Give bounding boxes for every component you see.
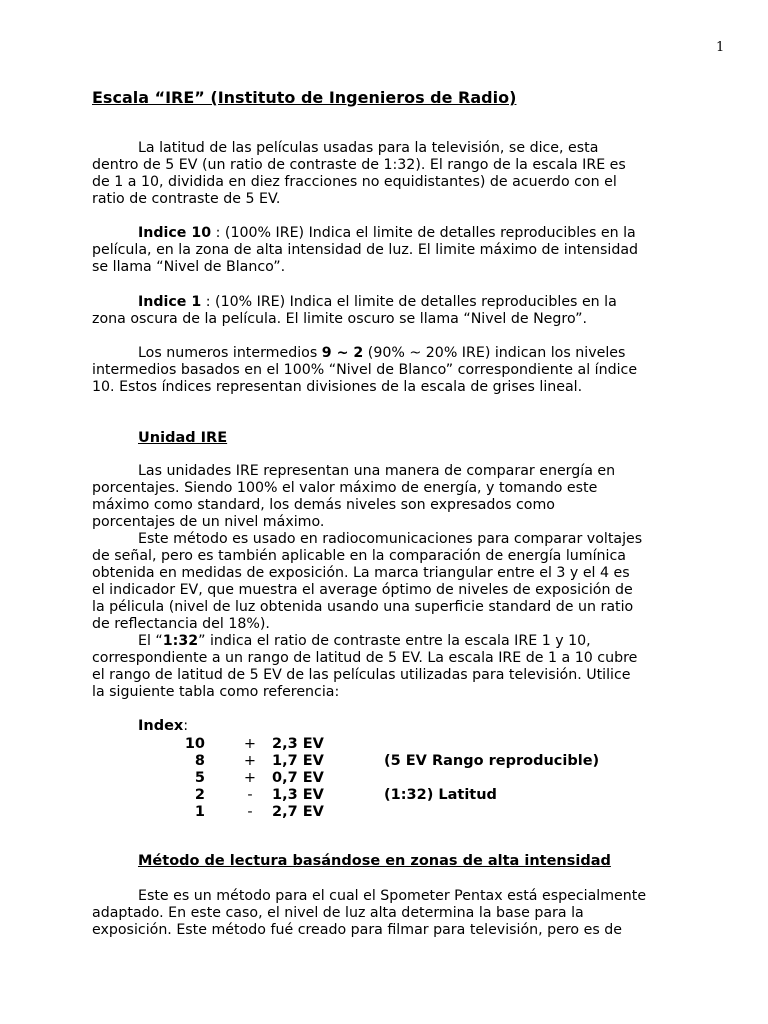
text-line: correspondiente a un rango de latitud de 5 EV. La escala IRE de 1 a 10 cubre <box>92 650 638 666</box>
text-line: El “1:32” indica el ratio de contraste entre la escala IRE 1 y 10, <box>138 633 591 649</box>
table-row <box>155 804 655 821</box>
text-line: obtenida en medidas de exposición. La marca triangular entre el 3 y el 4 es <box>92 565 630 581</box>
text-line: el rango de latitud de 5 EV de las películas utilizadas para televisión. Utilice <box>92 667 631 683</box>
table-row <box>155 787 655 804</box>
ev-value: 2,7 EV <box>272 804 324 820</box>
sign: + <box>243 736 257 752</box>
index-value: 8 <box>194 753 205 769</box>
text-line: de 1 a 10, dividida en diez fracciones no equidistantes) de acuerdo con el <box>92 174 617 190</box>
text-line: exposición. Este método fué creado para filmar para televisión, pero es de <box>92 922 622 938</box>
ev-value: 0,7 EV <box>272 770 324 786</box>
text-line: la siguiente tabla como referencia: <box>92 684 340 700</box>
index-value: 1 <box>194 804 205 820</box>
sign: - <box>247 787 253 803</box>
unidad-paragraph-2 <box>92 531 692 633</box>
text-line: ratio de contraste de 5 EV. <box>92 191 281 207</box>
text-line: de señal, pero es también aplicable en la comparación de energía lumínica <box>92 548 626 564</box>
table-row <box>155 753 655 770</box>
text-line: Este es un método para el cual el Spometer Pentax está especialmente <box>138 888 647 904</box>
indice-10-label: Indice 10 <box>138 225 212 241</box>
text-line: Indice 1 : (10% IRE) Indica el limite de detalles reproducibles en la <box>138 294 617 310</box>
index-table <box>155 736 655 821</box>
ev-value: 1,7 EV <box>272 753 324 769</box>
sign: - <box>247 804 253 820</box>
index-table-label: Index: <box>138 718 189 734</box>
text-line: de reflectancia del 18%). <box>92 616 270 632</box>
text-line: 10. Estos índices representan divisiones de la escala de grises lineal. <box>92 379 583 395</box>
ratio-bold: 1:32 <box>162 633 199 649</box>
text-line: Este método es usado en radiocomunicaciones para comparar voltajes <box>138 531 643 547</box>
text-line: porcentajes de un nivel máximo. <box>92 514 325 530</box>
text-line: la pélicula (nivel de luz obtenida usando una superficie standard de un ratio <box>92 599 634 615</box>
text-line: Las unidades IRE representan una manera de comparar energía en <box>138 463 616 479</box>
index-value: 2 <box>194 787 205 803</box>
index-value: 5 <box>194 770 205 786</box>
table-row <box>155 736 655 753</box>
indice-1-label: Indice 1 <box>138 294 202 310</box>
metodo-paragraph <box>92 888 692 939</box>
indice-1-paragraph <box>92 294 692 328</box>
row-note: (1:32) Latitud <box>384 787 497 803</box>
text-line: máximo como standard, los demás niveles son expresados como <box>92 497 555 513</box>
ev-value: 2,3 EV <box>272 736 324 752</box>
text-line: dentro de 5 EV (un ratio de contraste de 1:32). El rango de la escala IRE es <box>92 157 626 173</box>
text-line: zona oscura de la película. El limite oscuro se llama “Nivel de Negro”. <box>92 311 587 327</box>
unidad-ire-heading: Unidad IRE <box>138 430 228 446</box>
intermedios-paragraph <box>92 345 692 396</box>
text-line: el indicador EV, que muestra el average óptimo de niveles de exposición de <box>92 582 633 598</box>
text-line: Indice 10 : (100% IRE) Indica el limite de detalles reproducibles en la <box>138 225 636 241</box>
page-number: 1 <box>716 40 725 55</box>
text-line: porcentajes. Siendo 100% el valor máximo de energía, y tomando este <box>92 480 598 496</box>
ev-value: 1,3 EV <box>272 787 324 803</box>
intro-paragraph <box>92 140 692 208</box>
unidad-paragraph-1 <box>92 463 692 531</box>
text-line: intermedios basados en el 100% “Nivel de Blanco” correspondiente al índice <box>92 362 638 378</box>
index-value: 10 <box>184 736 205 752</box>
row-note: (5 EV Rango reproducible) <box>384 753 600 769</box>
text-line: adaptado. En este caso, el nivel de luz alta determina la base para la <box>92 905 584 921</box>
sign: + <box>243 753 257 769</box>
sign: + <box>243 770 257 786</box>
text-line: Los numeros intermedios 9 ~ 2 (90% ~ 20% IRE) indican los niveles <box>138 345 626 361</box>
indice-10-paragraph <box>92 225 692 276</box>
text-line: se llama “Nivel de Blanco”. <box>92 259 286 275</box>
metodo-heading: Método de lectura basándose en zonas de alta intensidad <box>138 853 611 869</box>
unidad-paragraph-3 <box>92 633 692 701</box>
text-line: La latitud de las películas usadas para la televisión, se dice, esta <box>138 140 599 156</box>
table-row <box>155 770 655 787</box>
range-bold: 9 ~ 2 <box>321 345 364 361</box>
document-title: Escala “IRE” (Instituto de Ingenieros de Radio) <box>92 88 517 107</box>
text-line: película, en la zona de alta intensidad de luz. El limite máximo de intensidad <box>92 242 639 258</box>
